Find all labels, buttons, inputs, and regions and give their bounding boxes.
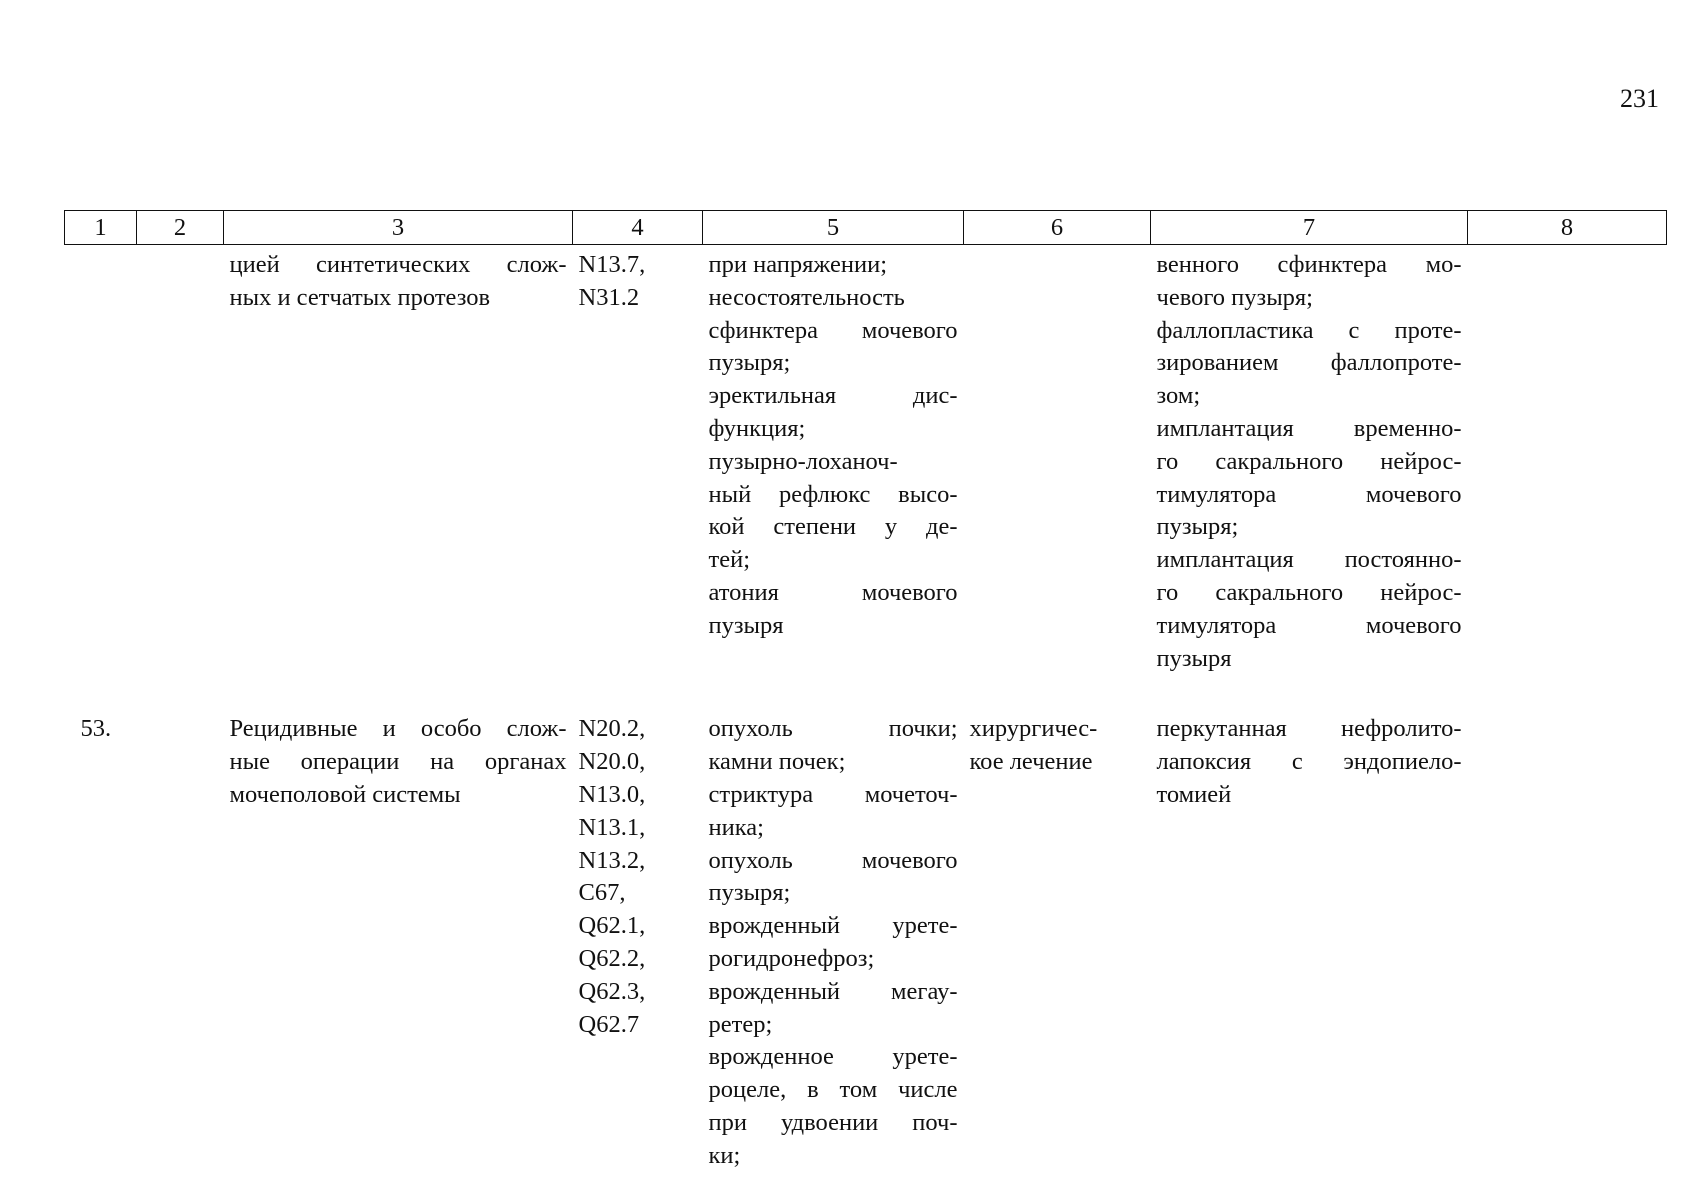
- text-line: ника;: [708, 813, 764, 841]
- text-line: ные операции на органах: [229, 748, 567, 776]
- text-line: перкутанная нефролито-: [1156, 715, 1462, 743]
- treatment-type-cell: [964, 713, 1151, 1172]
- text-line: сфинктера мочевого: [708, 316, 958, 344]
- text-line: пузыря;: [708, 349, 791, 377]
- table-row: [65, 245, 1667, 714]
- row-number: 53.: [80, 715, 112, 743]
- text-line: имплантация постоянно-: [1156, 546, 1462, 574]
- text-line: пузыря: [708, 611, 784, 639]
- text-line: при напряжении;: [708, 251, 888, 278]
- text-line: имплантация временно-: [1156, 414, 1462, 442]
- row-col8: [1468, 713, 1667, 1172]
- text-line: пузыря: [1156, 644, 1232, 672]
- header-row: [65, 211, 1667, 245]
- text-line: пузырно-лоханоч-: [708, 447, 898, 475]
- table-row: [65, 713, 1667, 1172]
- icd-code: N20.0,: [578, 748, 646, 776]
- text-line: мочеполовой системы: [229, 780, 461, 808]
- treatment-method-cell: [1151, 245, 1468, 714]
- text-line: ный рефлюкс высо-: [708, 480, 958, 508]
- text-line: Рецидивные и особо слож-: [229, 715, 567, 743]
- column-header-7: 7: [1151, 211, 1468, 245]
- column-header-4: 4: [573, 211, 703, 245]
- page-number: 231: [1620, 84, 1659, 113]
- column-header-8: 8: [1468, 211, 1667, 245]
- patient-model-cell: [703, 245, 964, 714]
- text-line: лапоксия с эндопиело-: [1156, 748, 1462, 776]
- procedures-table: [64, 210, 1667, 1173]
- text-line: тимулятора мочевого: [1156, 611, 1462, 639]
- procedure-name-cell: [224, 713, 573, 1172]
- text-line: зированием фаллопроте-: [1156, 349, 1462, 377]
- text-line: камни почек;: [708, 748, 846, 776]
- icd-code: Q62.3,: [578, 977, 646, 1005]
- text-line: тей;: [708, 546, 750, 574]
- row-col2: [137, 713, 224, 1172]
- column-header-1: 1: [65, 211, 137, 245]
- column-header-5: 5: [703, 211, 964, 245]
- text-line: функция;: [708, 414, 806, 442]
- text-line: врожденное урете-: [708, 1043, 958, 1071]
- icd-code: Q62.2,: [578, 944, 646, 972]
- column-header-2: 2: [137, 211, 224, 245]
- text-line: тимулятора мочевого: [1156, 480, 1462, 508]
- text-line: роцеле, в том числе: [708, 1076, 958, 1104]
- text-line: атония мочевого: [708, 578, 958, 606]
- text-line: при удвоении поч-: [708, 1108, 958, 1136]
- icd-code: N13.0,: [578, 780, 646, 808]
- icd-code: N31.2: [578, 283, 640, 311]
- row-col8: [1468, 245, 1667, 714]
- text-line: опухоль мочевого: [708, 846, 958, 874]
- row-col2: [137, 245, 224, 714]
- icd-code: C67,: [578, 879, 626, 907]
- text-line: кой степени у де-: [708, 513, 958, 541]
- icd-codes-cell: [573, 713, 703, 1172]
- text-line: врожденный мегау-: [708, 977, 958, 1005]
- text-line: венного сфинктера мо-: [1156, 251, 1462, 278]
- text-line: пузыря;: [1156, 513, 1239, 541]
- column-header-6: 6: [964, 211, 1151, 245]
- text-line: врожденный урете-: [708, 912, 958, 940]
- text-line: кое лечение: [969, 748, 1093, 776]
- text-line: опухоль почки;: [708, 715, 958, 743]
- treatment-method-cell: [1151, 713, 1468, 1172]
- icd-code: Q62.7: [578, 1010, 640, 1038]
- icd-code: Q62.1,: [578, 912, 646, 940]
- text-line: эректильная дис-: [708, 382, 958, 410]
- icd-codes-cell: [573, 245, 703, 714]
- icd-code: N13.1,: [578, 813, 646, 841]
- treatment-type-cell: [964, 245, 1151, 714]
- text-line: ки;: [708, 1141, 741, 1169]
- patient-model-cell: [703, 713, 964, 1172]
- icd-code: N20.2,: [578, 715, 646, 743]
- column-header-3: 3: [224, 211, 573, 245]
- row-number: [65, 245, 137, 714]
- text-line: ных и сетчатых протезов: [229, 283, 491, 311]
- text-line: ретер;: [708, 1010, 773, 1038]
- text-line: го сакрального нейрос-: [1156, 578, 1462, 606]
- icd-code: N13.2,: [578, 846, 646, 874]
- text-line: чевого пузыря;: [1156, 283, 1313, 311]
- text-line: зом;: [1156, 382, 1201, 410]
- icd-code: N13.7,: [578, 251, 646, 278]
- text-line: го сакрального нейрос-: [1156, 447, 1462, 475]
- text-line: цией синтетических слож-: [229, 251, 567, 278]
- text-line: хирургичес-: [969, 715, 1098, 743]
- text-line: пузыря;: [708, 879, 791, 907]
- text-line: фаллопластика с проте-: [1156, 316, 1462, 344]
- procedure-name-cell: [224, 245, 573, 714]
- text-line: стриктура мочеточ-: [708, 780, 958, 808]
- text-line: несостоятельность: [708, 283, 905, 311]
- text-line: томией: [1156, 780, 1232, 808]
- text-line: рогидронефроз;: [708, 944, 875, 972]
